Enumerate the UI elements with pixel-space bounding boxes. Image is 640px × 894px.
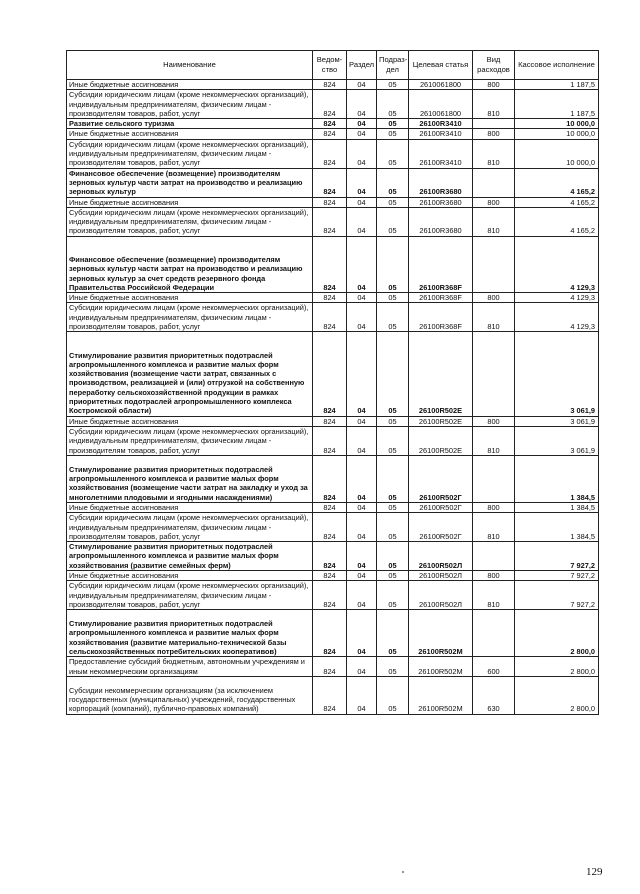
row-target-cell: 26100R3680 bbox=[409, 168, 473, 197]
row-target-cell: 26100R502E bbox=[409, 416, 473, 426]
row-target-cell: 26100R502M bbox=[409, 610, 473, 657]
row-type-cell: 800 bbox=[473, 197, 515, 207]
table-row bbox=[67, 581, 599, 610]
row-type-cell: 800 bbox=[473, 129, 515, 139]
row-type-cell: 800 bbox=[473, 80, 515, 90]
row-target-cell: 26100R502E bbox=[409, 332, 473, 416]
row-section-cell: 04 bbox=[347, 542, 377, 571]
row-amount-cell: 2 800,0 bbox=[515, 610, 599, 657]
row-section-cell: 04 bbox=[347, 676, 377, 714]
row-target-cell: 26100R368F bbox=[409, 293, 473, 303]
row-subsection-cell: 05 bbox=[377, 426, 409, 455]
row-dept-cell: 824 bbox=[313, 513, 347, 542]
row-name-cell: Субсидии юридическим лицам (кроме некоммерческих организаций), индивидуальным предпринимателям, физическим лицам - производителям товаров, работ, услуг bbox=[67, 581, 313, 610]
row-subsection-cell: 05 bbox=[377, 303, 409, 332]
row-name-cell: Стимулирование развития приоритетных подотраслей агропромышленного комплекса и развитие малых форм хозяйствования (возмещение части затрат, связанных с производством, реализацией и (или) отгрузкой на собственную переработку сельскохозяйственной продукции в рамках приоритетных подотраслей агропромышленного комплекса Костромской области) bbox=[67, 332, 313, 416]
row-section-cell: 04 bbox=[347, 197, 377, 207]
row-type-cell bbox=[473, 542, 515, 571]
table-row bbox=[67, 513, 599, 542]
row-name-cell: Стимулирование развития приоритетных подотраслей агропромышленного комплекса и развитие малых форм хозяйствования (развитие материально-технической базы сельскохозяйственных потребительских кооперативов) bbox=[67, 610, 313, 657]
table-row bbox=[67, 90, 599, 119]
row-subsection-cell: 05 bbox=[377, 119, 409, 129]
row-target-cell: 26100R502Г bbox=[409, 455, 473, 502]
row-amount-cell: 7 927,2 bbox=[515, 581, 599, 610]
row-amount-cell: 7 927,2 bbox=[515, 570, 599, 580]
row-dept-cell: 824 bbox=[313, 542, 347, 571]
header-dept: Ведом-ство bbox=[313, 51, 347, 80]
table-row bbox=[67, 293, 599, 303]
row-section-cell: 04 bbox=[347, 657, 377, 677]
row-dept-cell: 824 bbox=[313, 129, 347, 139]
row-target-cell: 26100R3410 bbox=[409, 129, 473, 139]
table-header-row bbox=[67, 51, 599, 80]
row-type-cell: 800 bbox=[473, 293, 515, 303]
row-name-cell: Предоставление субсидий бюджетным, автономным учреждениям и иным некоммерческим организациям bbox=[67, 657, 313, 677]
row-dept-cell: 824 bbox=[313, 303, 347, 332]
row-name-cell: Субсидии юридическим лицам (кроме некоммерческих организаций), индивидуальным предпринимателям, физическим лицам - производителям товаров, работ, услуг bbox=[67, 207, 313, 236]
row-section-cell: 04 bbox=[347, 513, 377, 542]
table-row bbox=[67, 610, 599, 657]
row-subsection-cell: 05 bbox=[377, 129, 409, 139]
row-dept-cell: 824 bbox=[313, 139, 347, 168]
row-subsection-cell: 05 bbox=[377, 168, 409, 197]
row-target-cell: 26100R502Л bbox=[409, 570, 473, 580]
row-type-cell: 810 bbox=[473, 581, 515, 610]
row-target-cell: 26100R368F bbox=[409, 303, 473, 332]
row-section-cell: 04 bbox=[347, 168, 377, 197]
row-name-cell: Субсидии юридическим лицам (кроме некоммерческих организаций), индивидуальным предпринимателям, физическим лицам - производителям товаров, работ, услуг bbox=[67, 139, 313, 168]
row-target-cell: 26100R3680 bbox=[409, 207, 473, 236]
page-number: 129 bbox=[586, 866, 603, 878]
row-name-cell: Иные бюджетные ассигнования bbox=[67, 293, 313, 303]
table-row bbox=[67, 80, 599, 90]
row-section-cell: 04 bbox=[347, 129, 377, 139]
row-name-cell: Финансовое обеспечение (возмещение) производителям зерновых культур части затрат на производство и реализацию зерновых культур bbox=[67, 168, 313, 197]
row-dept-cell: 824 bbox=[313, 416, 347, 426]
row-name-cell: Субсидии некоммерческим организациям (за исключением государственных (муниципальных) учреждений, государственных корпораций (компаний), публично-правовых компаний) bbox=[67, 676, 313, 714]
row-subsection-cell: 05 bbox=[377, 570, 409, 580]
row-dept-cell: 824 bbox=[313, 332, 347, 416]
row-section-cell: 04 bbox=[347, 581, 377, 610]
header-subsection: Подраз-дел bbox=[377, 51, 409, 80]
row-subsection-cell: 05 bbox=[377, 332, 409, 416]
row-amount-cell: 1 384,5 bbox=[515, 502, 599, 512]
row-dept-cell: 824 bbox=[313, 657, 347, 677]
row-amount-cell: 10 000,0 bbox=[515, 119, 599, 129]
row-type-cell: 810 bbox=[473, 513, 515, 542]
row-amount-cell: 4 165,2 bbox=[515, 207, 599, 236]
table-row bbox=[67, 207, 599, 236]
table-row bbox=[67, 197, 599, 207]
row-amount-cell: 7 927,2 bbox=[515, 542, 599, 571]
row-dept-cell: 824 bbox=[313, 293, 347, 303]
header-name: Наименование bbox=[67, 51, 313, 80]
row-target-cell: 26100R3410 bbox=[409, 119, 473, 129]
row-dept-cell: 824 bbox=[313, 90, 347, 119]
row-section-cell: 04 bbox=[347, 426, 377, 455]
row-subsection-cell: 05 bbox=[377, 80, 409, 90]
row-section-cell: 04 bbox=[347, 455, 377, 502]
header-target: Целевая статья bbox=[409, 51, 473, 80]
table-row bbox=[67, 570, 599, 580]
row-name-cell: Иные бюджетные ассигнования bbox=[67, 197, 313, 207]
row-amount-cell: 2 800,0 bbox=[515, 657, 599, 677]
row-name-cell: Субсидии юридическим лицам (кроме некоммерческих организаций), индивидуальным предпринимателям, физическим лицам - производителям товаров, работ, услуг bbox=[67, 426, 313, 455]
table-row bbox=[67, 139, 599, 168]
row-section-cell: 04 bbox=[347, 80, 377, 90]
row-target-cell: 26100R3680 bbox=[409, 197, 473, 207]
row-dept-cell: 824 bbox=[313, 570, 347, 580]
row-type-cell: 800 bbox=[473, 416, 515, 426]
row-amount-cell: 10 000,0 bbox=[515, 129, 599, 139]
row-subsection-cell: 05 bbox=[377, 139, 409, 168]
row-name-cell: Стимулирование развития приоритетных подотраслей агропромышленного комплекса и развитие малых форм хозяйствования (возмещение части затрат на закладку и уход за многолетними плодовыми и ягодными насаждениями) bbox=[67, 455, 313, 502]
row-section-cell: 04 bbox=[347, 502, 377, 512]
row-name-cell: Субсидии юридическим лицам (кроме некоммерческих организаций), индивидуальным предпринимателям, физическим лицам - производителям товаров, работ, услуг bbox=[67, 513, 313, 542]
row-subsection-cell: 05 bbox=[377, 657, 409, 677]
table-row bbox=[67, 502, 599, 512]
row-subsection-cell: 05 bbox=[377, 455, 409, 502]
row-type-cell bbox=[473, 168, 515, 197]
row-target-cell: 26100R502Л bbox=[409, 542, 473, 571]
scan-speck bbox=[402, 871, 404, 873]
row-subsection-cell: 05 bbox=[377, 610, 409, 657]
row-amount-cell: 3 061,9 bbox=[515, 332, 599, 416]
row-subsection-cell: 05 bbox=[377, 581, 409, 610]
row-amount-cell: 1 187,5 bbox=[515, 80, 599, 90]
header-execution: Кассовое исполнение bbox=[515, 51, 599, 80]
row-subsection-cell: 05 bbox=[377, 542, 409, 571]
table-row bbox=[67, 168, 599, 197]
row-target-cell: 26100R502Л bbox=[409, 581, 473, 610]
row-name-cell: Финансовое обеспечение (возмещение) производителям зерновых культур части затрат на производство и реализацию зерновых культур за счет средств резервного фонда Правительства Российской Федерации bbox=[67, 236, 313, 292]
row-dept-cell: 824 bbox=[313, 502, 347, 512]
row-amount-cell: 1 384,5 bbox=[515, 513, 599, 542]
row-section-cell: 04 bbox=[347, 416, 377, 426]
row-type-cell: 800 bbox=[473, 502, 515, 512]
row-target-cell: 26100R502Г bbox=[409, 513, 473, 542]
row-type-cell bbox=[473, 455, 515, 502]
row-dept-cell: 824 bbox=[313, 581, 347, 610]
row-section-cell: 04 bbox=[347, 332, 377, 416]
row-type-cell: 630 bbox=[473, 676, 515, 714]
row-subsection-cell: 05 bbox=[377, 197, 409, 207]
row-name-cell: Стимулирование развития приоритетных подотраслей агропромышленного комплекса и развитие малых форм хозяйствования (развитие семейных ферм) bbox=[67, 542, 313, 571]
row-amount-cell: 3 061,9 bbox=[515, 416, 599, 426]
row-target-cell: 26100R502M bbox=[409, 657, 473, 677]
header-section: Раздел bbox=[347, 51, 377, 80]
row-target-cell: 26100R368F bbox=[409, 236, 473, 292]
row-dept-cell: 824 bbox=[313, 80, 347, 90]
row-subsection-cell: 05 bbox=[377, 293, 409, 303]
table-body bbox=[67, 80, 599, 715]
table-row bbox=[67, 676, 599, 714]
row-dept-cell: 824 bbox=[313, 207, 347, 236]
row-type-cell: 600 bbox=[473, 657, 515, 677]
row-amount-cell: 4 165,2 bbox=[515, 197, 599, 207]
row-dept-cell: 824 bbox=[313, 119, 347, 129]
row-section-cell: 04 bbox=[347, 90, 377, 119]
table-row bbox=[67, 332, 599, 416]
row-type-cell: 810 bbox=[473, 207, 515, 236]
row-subsection-cell: 05 bbox=[377, 502, 409, 512]
row-type-cell bbox=[473, 119, 515, 129]
row-name-cell: Субсидии юридическим лицам (кроме некоммерческих организаций), индивидуальным предпринимателям, физическим лицам - производителям товаров, работ, услуг bbox=[67, 90, 313, 119]
row-type-cell: 800 bbox=[473, 570, 515, 580]
row-section-cell: 04 bbox=[347, 570, 377, 580]
row-target-cell: 26100R502E bbox=[409, 426, 473, 455]
row-section-cell: 04 bbox=[347, 207, 377, 236]
budget-table-sheet bbox=[66, 50, 598, 715]
row-amount-cell: 1 187,5 bbox=[515, 90, 599, 119]
row-amount-cell: 3 061,9 bbox=[515, 426, 599, 455]
budget-execution-table bbox=[66, 50, 599, 715]
row-section-cell: 04 bbox=[347, 139, 377, 168]
row-amount-cell: 4 165,2 bbox=[515, 168, 599, 197]
row-name-cell: Иные бюджетные ассигнования bbox=[67, 416, 313, 426]
table-row bbox=[67, 455, 599, 502]
table-row bbox=[67, 119, 599, 129]
row-type-cell: 810 bbox=[473, 90, 515, 119]
row-amount-cell: 4 129,3 bbox=[515, 303, 599, 332]
row-subsection-cell: 05 bbox=[377, 513, 409, 542]
row-name-cell: Иные бюджетные ассигнования bbox=[67, 570, 313, 580]
row-amount-cell: 10 000,0 bbox=[515, 139, 599, 168]
row-amount-cell: 4 129,3 bbox=[515, 236, 599, 292]
row-name-cell: Субсидии юридическим лицам (кроме некоммерческих организаций), индивидуальным предпринимателям, физическим лицам - производителям товаров, работ, услуг bbox=[67, 303, 313, 332]
row-amount-cell: 1 384,5 bbox=[515, 455, 599, 502]
row-name-cell: Иные бюджетные ассигнования bbox=[67, 502, 313, 512]
header-expense-type: Вид расходов bbox=[473, 51, 515, 80]
table-row bbox=[67, 426, 599, 455]
table-row bbox=[67, 129, 599, 139]
table-row bbox=[67, 542, 599, 571]
row-dept-cell: 824 bbox=[313, 426, 347, 455]
row-dept-cell: 824 bbox=[313, 610, 347, 657]
row-name-cell: Иные бюджетные ассигнования bbox=[67, 129, 313, 139]
row-dept-cell: 824 bbox=[313, 168, 347, 197]
row-dept-cell: 824 bbox=[313, 236, 347, 292]
row-target-cell: 26100R3410 bbox=[409, 139, 473, 168]
table-row bbox=[67, 303, 599, 332]
row-subsection-cell: 05 bbox=[377, 236, 409, 292]
table-row bbox=[67, 657, 599, 677]
row-type-cell: 810 bbox=[473, 139, 515, 168]
row-type-cell bbox=[473, 236, 515, 292]
row-subsection-cell: 05 bbox=[377, 416, 409, 426]
row-section-cell: 04 bbox=[347, 236, 377, 292]
row-target-cell: 26100R502M bbox=[409, 676, 473, 714]
row-name-cell: Иные бюджетные ассигнования bbox=[67, 80, 313, 90]
row-type-cell bbox=[473, 332, 515, 416]
row-target-cell: 2610061800 bbox=[409, 90, 473, 119]
table-row bbox=[67, 416, 599, 426]
row-type-cell: 810 bbox=[473, 426, 515, 455]
row-amount-cell: 4 129,3 bbox=[515, 293, 599, 303]
row-name-cell: Развитие сельского туризма bbox=[67, 119, 313, 129]
row-subsection-cell: 05 bbox=[377, 90, 409, 119]
row-section-cell: 04 bbox=[347, 119, 377, 129]
row-type-cell: 810 bbox=[473, 303, 515, 332]
row-subsection-cell: 05 bbox=[377, 207, 409, 236]
row-section-cell: 04 bbox=[347, 610, 377, 657]
row-subsection-cell: 05 bbox=[377, 676, 409, 714]
row-dept-cell: 824 bbox=[313, 455, 347, 502]
row-target-cell: 26100R502Г bbox=[409, 502, 473, 512]
row-dept-cell: 824 bbox=[313, 676, 347, 714]
row-section-cell: 04 bbox=[347, 293, 377, 303]
row-section-cell: 04 bbox=[347, 303, 377, 332]
row-dept-cell: 824 bbox=[313, 197, 347, 207]
table-row bbox=[67, 236, 599, 292]
row-target-cell: 2610061800 bbox=[409, 80, 473, 90]
row-type-cell bbox=[473, 610, 515, 657]
row-amount-cell: 2 800,0 bbox=[515, 676, 599, 714]
